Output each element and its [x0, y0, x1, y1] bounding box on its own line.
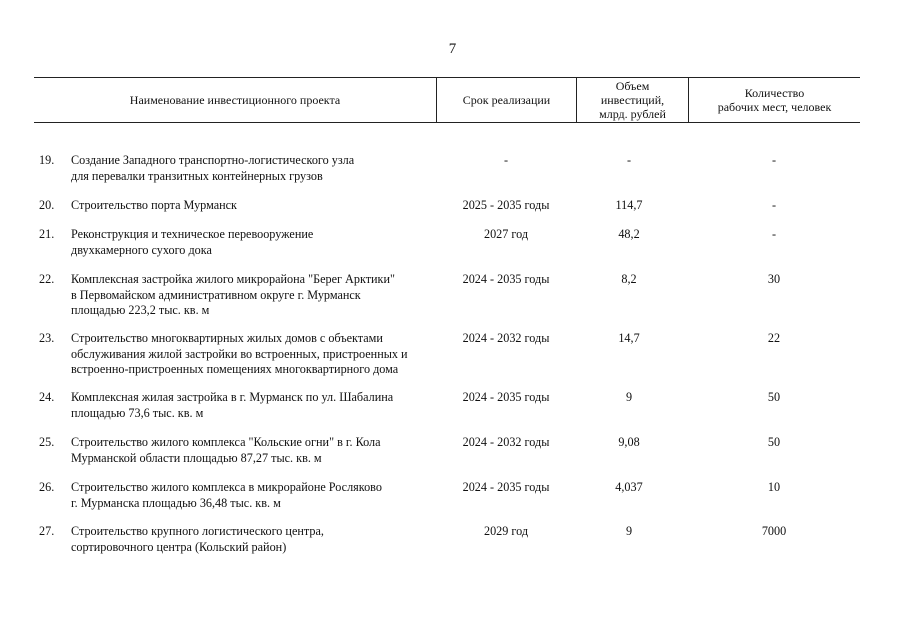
investment-amount: 9,08	[618, 435, 640, 449]
jobs-count: -	[771, 227, 777, 241]
investment-amount: 114,7	[615, 198, 643, 212]
row-number: 24.	[39, 390, 55, 404]
jobs-count: 7000	[761, 524, 787, 538]
jobs-count: -	[771, 153, 777, 167]
investment-amount: 9	[625, 390, 633, 404]
investment-amount: 48,2	[618, 227, 640, 241]
row-number: 27.	[39, 524, 55, 538]
project-name: Реконструкция и техническое перевооружение двухкамерного сухого дока	[71, 227, 314, 257]
jobs-count: -	[771, 198, 777, 212]
implementation-term: 2025 - 2035 годы	[462, 198, 550, 212]
table-header-bottom-rule	[34, 122, 860, 123]
row-number: 22.	[39, 272, 55, 286]
implementation-term: 2027 год	[483, 227, 529, 241]
row-number: 21.	[39, 227, 55, 241]
implementation-term: 2024 - 2035 годы	[462, 480, 550, 494]
investment-amount: -	[626, 153, 632, 167]
investment-amount: 8,2	[621, 272, 637, 286]
jobs-count: 22	[767, 331, 781, 345]
implementation-term: 2024 - 2032 годы	[462, 435, 550, 449]
project-name: Строительство многоквартирных жилых домов с объектами обслуживания жилой застройки во встроенных, пристроенных и встроенно-пристроенных помещениях многоквартирного дома	[71, 331, 408, 376]
row-number: 20.	[39, 198, 55, 212]
header-term: Срок реализации	[462, 93, 551, 107]
project-name: Строительство крупного логистического центра, сортировочного центра (Кольский район)	[71, 524, 324, 554]
investment-amount: 9	[625, 524, 633, 538]
page-number: 7	[448, 41, 457, 57]
header-investment: Объем инвестиций, млрд. рублей	[599, 79, 666, 121]
header-project-name: Наименование инвестиционного проекта	[129, 93, 341, 107]
jobs-count: 50	[767, 390, 781, 404]
jobs-count: 10	[767, 480, 781, 494]
implementation-term: 2024 - 2035 годы	[462, 390, 550, 404]
row-number: 26.	[39, 480, 55, 494]
implementation-term: 2024 - 2032 годы	[462, 331, 550, 345]
header-jobs: Количество рабочих мест, человек	[717, 86, 832, 114]
implementation-term: 2029 год	[483, 524, 529, 538]
investment-amount: 14,7	[618, 331, 640, 345]
implementation-term: 2024 - 2035 годы	[462, 272, 550, 286]
investment-amount: 4,037	[615, 480, 643, 494]
jobs-count: 50	[767, 435, 781, 449]
row-number: 25.	[39, 435, 55, 449]
project-name: Строительство жилого комплекса "Кольские огни" в г. Кола Мурманской области площадью 87,27 тыс. кв. м	[71, 435, 381, 465]
project-name: Строительство жилого комплекса в микрорайоне Росляково г. Мурманска площадью 36,48 тыс. кв. м	[71, 480, 382, 510]
project-name: Комплексная застройка жилого микрорайона "Берег Арктики" в Первомайском административном округе г. Мурманск площадью 223,2 тыс. кв. м	[71, 272, 395, 317]
project-name: Строительство порта Мурманск	[71, 198, 237, 212]
project-name: Создание Западного транспортно-логистического узла для перевалки транзитных контейнерных грузов	[71, 153, 355, 183]
row-number: 19.	[39, 153, 55, 167]
project-name: Комплексная жилая застройка в г. Мурманск по ул. Шабалина площадью 73,6 тыс. кв. м	[71, 390, 394, 420]
jobs-count: 30	[767, 272, 781, 286]
implementation-term: -	[503, 153, 509, 167]
row-number: 23.	[39, 331, 55, 345]
